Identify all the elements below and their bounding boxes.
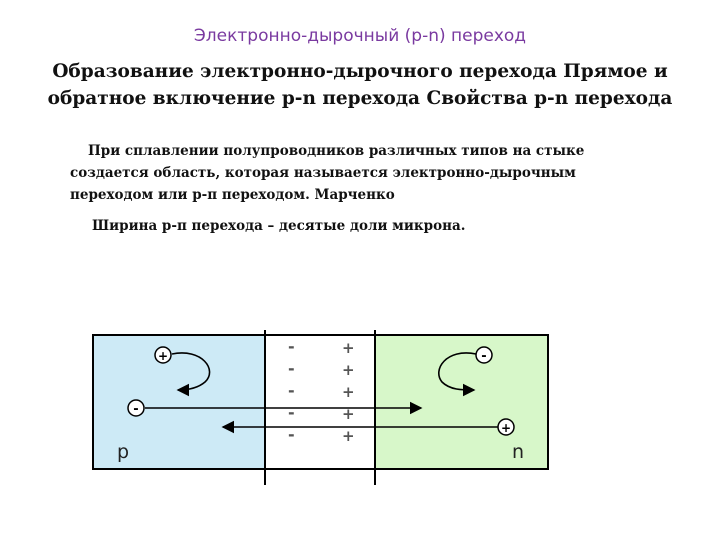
junction-minus-sign: - bbox=[288, 425, 295, 444]
junction-plus-sign: + bbox=[342, 405, 355, 423]
pn-junction-diagram bbox=[90, 330, 560, 490]
p-region-label: p bbox=[117, 441, 130, 463]
slide-title: Электронно-дырочный (p-n) переход bbox=[193, 26, 527, 46]
n-region-label: n bbox=[512, 441, 525, 463]
slide-subtitle bbox=[30, 58, 690, 112]
paragraph-line-3: переходом или р-п переходом. Марченко bbox=[70, 187, 395, 203]
hole-carrier-sign: + bbox=[500, 421, 512, 435]
body-paragraph bbox=[70, 140, 670, 206]
junction-plus-sign: + bbox=[342, 427, 355, 445]
subtitle-line-1: Образование электронно-дырочного перехода Прямое и bbox=[52, 61, 668, 82]
junction-minus-sign: - bbox=[288, 381, 295, 400]
junction-minus-sign: - bbox=[288, 403, 295, 422]
junction-region bbox=[265, 335, 375, 469]
subtitle-line-2: обратное включение p-n перехода Свойства p-n перехода bbox=[47, 88, 673, 109]
junction-minus-sign: - bbox=[288, 337, 295, 356]
junction-plus-sign: + bbox=[342, 339, 355, 357]
width-note: Ширина р-п перехода – десятые доли микрона. bbox=[92, 218, 466, 234]
junction-plus-sign: + bbox=[342, 361, 355, 379]
junction-plus-sign: + bbox=[342, 383, 355, 401]
junction-minus-sign: - bbox=[288, 359, 295, 378]
hole-carrier-sign: + bbox=[157, 349, 169, 363]
paragraph-line-1: При сплавлении полупроводников различных типов на стыке bbox=[88, 143, 585, 159]
electron-carrier-sign: - bbox=[133, 402, 139, 417]
electron-carrier-sign: - bbox=[481, 349, 487, 364]
paragraph-line-2: создается область, которая называется электронно-дырочным bbox=[70, 165, 576, 181]
